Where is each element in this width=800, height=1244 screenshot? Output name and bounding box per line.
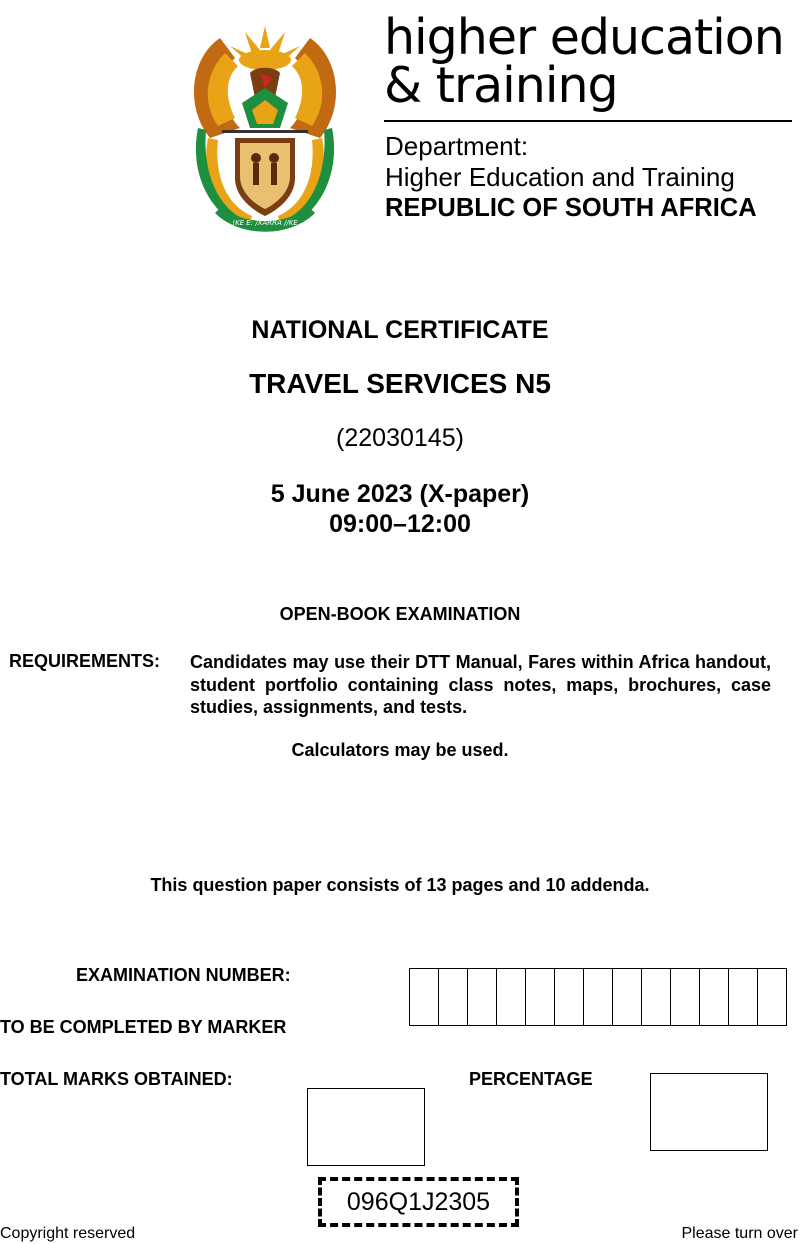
department-name: Higher Education and Training (385, 162, 735, 192)
country-name: REPUBLIC OF SOUTH AFRICA (385, 194, 757, 222)
exam-number-label: EXAMINATION NUMBER: (76, 965, 291, 985)
department-block (385, 131, 800, 224)
certificate-title: NATIONAL CERTIFICATE (251, 316, 549, 344)
coat-of-arms-logo (180, 18, 350, 240)
requirements-label: REQUIREMENTS: (9, 651, 161, 671)
exam-number-cell[interactable] (699, 969, 728, 1025)
exam-number-cell[interactable] (525, 969, 554, 1025)
exam-datetime (0, 479, 800, 539)
paper-code-box (318, 1177, 519, 1227)
pages-info: This question paper consists of 13 pages and 10 addenda. (150, 875, 650, 895)
exam-number-cell[interactable] (496, 969, 525, 1025)
percentage-box[interactable] (650, 1073, 768, 1151)
exam-number-cell[interactable] (612, 969, 641, 1025)
brand-line-2: & training (384, 57, 618, 114)
exam-number-cell[interactable] (410, 969, 438, 1025)
subject-title: TRAVEL SERVICES N5 (249, 368, 551, 399)
exam-number-grid[interactable] (409, 968, 787, 1026)
footer-turn-over: Please turn over (681, 1225, 798, 1242)
exam-number-cell[interactable] (757, 969, 786, 1025)
subject-code: (22030145) (336, 424, 464, 452)
exam-number-cell[interactable] (438, 969, 467, 1025)
brand-divider (384, 120, 792, 122)
marker-section-label: TO BE COMPLETED BY MARKER (0, 1017, 287, 1037)
footer-copyright: Copyright reserved (0, 1225, 136, 1242)
exam-date: 5 June 2023 (X-paper) (270, 480, 530, 508)
exam-number-cell[interactable] (583, 969, 612, 1025)
brand-line-1: higher education (384, 9, 784, 66)
paper-code: 096Q1J2305 (346, 1187, 491, 1216)
calculator-note: Calculators may be used. (291, 740, 509, 760)
total-marks-label: TOTAL MARKS OBTAINED: (0, 1069, 233, 1089)
exam-time: 09:00–12:00 (329, 510, 471, 538)
exam-number-cell[interactable] (670, 969, 699, 1025)
exam-number-cell[interactable] (728, 969, 757, 1025)
exam-number-cell[interactable] (641, 969, 670, 1025)
exam-number-cell[interactable] (467, 969, 496, 1025)
crest-motto: !KE E: /XARRA //KE (232, 219, 298, 227)
percentage-label: PERCENTAGE (469, 1069, 593, 1089)
brand-wordmark (384, 9, 794, 114)
exam-number-cell[interactable] (554, 969, 583, 1025)
exam-type: OPEN-BOOK EXAMINATION (279, 604, 521, 624)
department-label: Department: (385, 131, 529, 161)
requirements-text: Candidates may use their DTT Manual, Fares within Africa handout, student portfolio containing class notes, maps, brochures, case studies, assignments, and tests. (190, 652, 771, 717)
total-marks-box[interactable] (307, 1088, 425, 1166)
